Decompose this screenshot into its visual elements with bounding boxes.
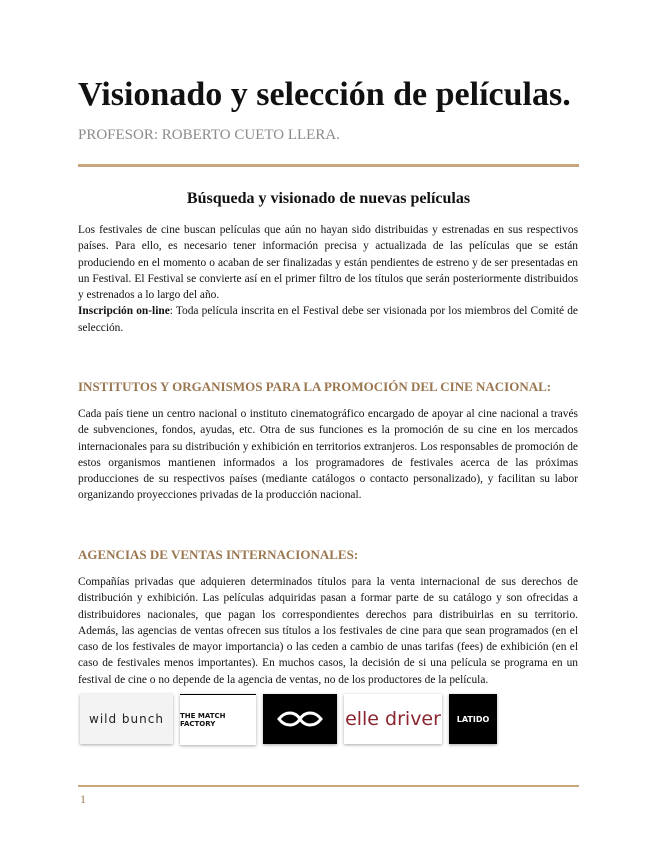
latido-logo: LATIDO: [449, 694, 497, 744]
match-factory-logo: THE MATCH FACTORY: [180, 694, 256, 745]
section-heading: Búsqueda y visionado de nuevas películas: [186, 190, 471, 207]
section-heading: INSTITUTOS Y ORGANISMOS PARA LA PROMOCIÓN DEL CINE NACIONAL:: [78, 379, 552, 394]
page-title: Visionado y selección de películas.: [78, 76, 571, 113]
sales-agency-logos: [80, 694, 497, 745]
footer-rule: [78, 785, 579, 787]
paragraph-text: : Toda película inscrita en el Festival debe ser visionada por los miembros del Comité de selección.: [78, 305, 578, 334]
elle-driver-logo: elle driver: [344, 694, 442, 744]
subtitle: PROFESOR: ROBERTO CUETO LLERA.: [78, 127, 340, 143]
paragraph: Compañías privadas que adquieren determinados títulos para la venta internacional de sus derechos de distribución y exhibición. Las películas adquiridas pasan a formar parte de su catálogo y son ofrecidas a distribuidores nacionales, que pagan los correspondientes derechos para distribuirlas en su territorio. Además, las agencias de ventas ofrecen sus títulos a los festivales de cine para que sean programados (en el caso de los festivales de mayor importancia) o las ceden a cambio de unas tarifas (fees) de exhibición (en el caso de festivales menos importantes). En muchos casos, la decisión de si una película se programa en un festival de cine o no depende de la agencia de ventas, no de los productores de la película.: [78, 576, 578, 686]
film-agency-logo: [263, 694, 337, 744]
section-heading: AGENCIAS DE VENTAS INTERNACIONALES:: [78, 547, 359, 562]
paragraph-text: Los festivales de cine buscan películas que aún no hayan sido distribuidas y estrenadas en sus respectivos países. Para ello, es necesario tener información precisa y actualizada de las películas que se están produciendo en el momento o acaban de ser finalizadas y están pendientes de estreno y de ser presentadas en un Festival. El Festival se convierte así en el primer filtro de los títulos que serán posteriormente distribuidos y estrenados a lo largo del año.: [78, 224, 578, 302]
bold-label: Inscripción on-line: [78, 305, 170, 318]
paragraph: Cada país tiene un centro nacional o instituto cinematográfico encargado de apoyar al cine nacional a través de subvenciones, fondos, ayudas, etc. Otra de sus funciones es la promoción de su cine en los mercados internacionales para su distribución y exhibición en territorios extranjeros. Los responsables de promoción de estos organismos mantienen informados a los programadores de festivales acerca de las próximas producciones de su respectivos países (mediante catálogos o contacto personalizado), y facilitan su labor organizando proyecciones privadas de la producción nacional.: [78, 408, 578, 502]
header-rule: [78, 164, 579, 167]
page-number: 1: [80, 792, 86, 806]
wild-bunch-logo: wild bunch: [80, 694, 173, 744]
paragraph: [78, 222, 578, 336]
